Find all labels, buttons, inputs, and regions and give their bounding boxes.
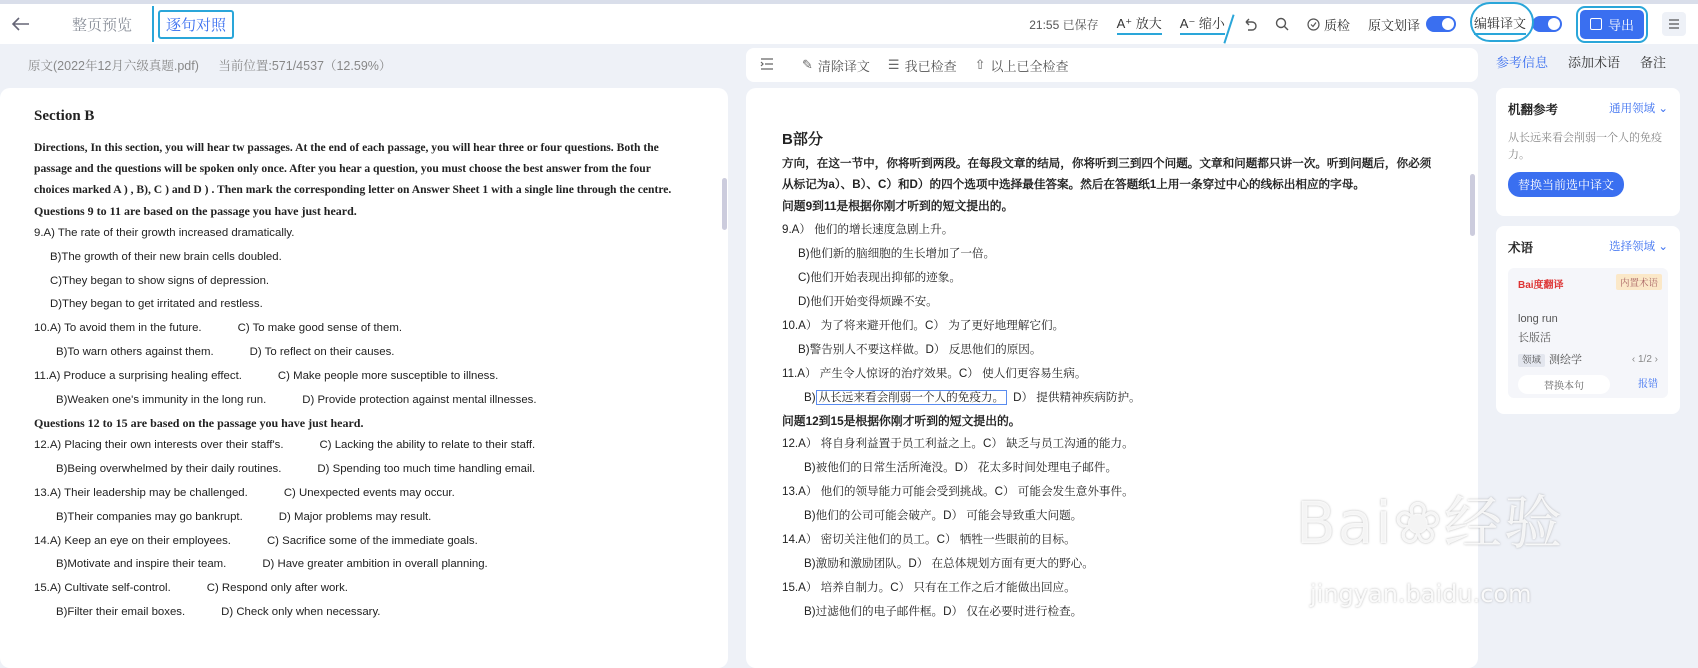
top-toolbar [0, 0, 1698, 44]
zoom-out-button[interactable]: A⁻ 缩小 [1180, 13, 1225, 35]
annotation-circle [1470, 2, 1534, 42]
term-field: 测绘学 [1549, 354, 1583, 366]
zoom-in-button[interactable]: A⁺ 放大 [1117, 13, 1162, 35]
option-line[interactable]: 10.A) To avoid them in the future. C) To make good sense of them. [34, 322, 403, 335]
export-label: 导出 [1607, 17, 1634, 33]
watermark-url: jingyan.baidu.com [1310, 580, 1532, 608]
baidu-translate-logo: Bai度翻译 [1518, 280, 1564, 291]
qa-button[interactable] [1307, 15, 1350, 34]
translation-line[interactable]: 9.A） 他们的增长速度急剧上升。 [782, 222, 954, 236]
translation-line[interactable]: B)警告别人不要这样做。D） 反思他们的原因。 [798, 342, 1042, 356]
terminology-card [1496, 226, 1680, 414]
mt-domain-select[interactable]: 通用领域 ⌄ [1609, 103, 1668, 115]
option-line[interactable]: 12.A) Placing their own interests over their staff's. C) Lacking the ability to relate to their staff. [34, 439, 536, 452]
translation-toolbar [746, 48, 1478, 82]
translation-line[interactable]: 10.A） 为了将来避开他们。C） 为了更好地理解它们。 [782, 318, 1065, 332]
option-line[interactable]: B)Weaken one's immunity in the long run. D) Provide protection against mental illnesses. [56, 393, 537, 406]
up-arrow-icon: ⇧ [974, 57, 986, 72]
menu-icon[interactable] [1662, 12, 1686, 36]
edit-translation-toggle[interactable] [1532, 16, 1562, 32]
translation-line[interactable]: 13.A） 他们的领导能力可能会受到挑战。C） 可能会发生意外事件。 [782, 485, 1134, 498]
translation-line[interactable]: D)他们开始变得烦躁不安。 [798, 294, 938, 308]
translation-line[interactable]: B) 从长远来看会削弱一个人的免疫力。 D） 提供精神疾病防护。 [804, 390, 1141, 404]
eraser-icon: ✎ [802, 57, 813, 72]
section-title: Section B [34, 108, 95, 124]
qa-label: 质检 [1323, 17, 1350, 33]
term-entry [1508, 268, 1668, 398]
check-circle-icon [1307, 18, 1320, 31]
option-line[interactable]: 15.A) Cultivate self-control. C) Respond only after work. [34, 582, 348, 595]
source-scribe-label: 原文划译 [1367, 17, 1420, 33]
translation-group-heading[interactable]: 问题9到11是根据你刚才听到的短文提出的。 [782, 199, 1014, 213]
source-scrollbar[interactable] [722, 178, 727, 230]
translation-line[interactable]: 11.A） 产生令人惊讶的治疗效果。C） 使人们更容易生病。 [782, 366, 1087, 380]
tab-sentence-compare[interactable]: 逐句对照 [158, 10, 234, 39]
translation-line[interactable]: 12.A） 将自身利益置于员工利益之上。C） 缺乏与员工沟通的能力。 [782, 437, 1134, 450]
file-info-bar [28, 56, 407, 74]
edit-translation-label: 编辑译文 [1474, 13, 1526, 35]
export-button[interactable] [1580, 10, 1644, 39]
term-title: 术语 [1508, 241, 1534, 255]
annotation-stroke [152, 6, 154, 42]
translation-line[interactable]: 14.A） 密切关注他们的员工。C） 牺牲一些眼前的目标。 [782, 533, 1076, 546]
all-checked-button[interactable] [975, 56, 1069, 75]
export-icon [1590, 18, 1602, 30]
question-group-heading[interactable]: Questions 9 to 11 are based on the passage you have just heard. [34, 204, 357, 218]
option-line[interactable]: D)They began to get irritated and restless. [50, 298, 263, 311]
translation-line[interactable]: B)过滤他们的电子邮件框。D） 仅在必要时进行检查。 [804, 605, 1083, 618]
saved-status: 21:55 已保存 [1029, 17, 1099, 32]
sidebar-tabs [1496, 52, 1686, 71]
list-indent-icon[interactable] [760, 58, 774, 73]
back-arrow-icon[interactable] [6, 9, 36, 39]
source-scribe-toggle-group [1368, 15, 1456, 34]
mt-suggestion[interactable]: 从长远来看会削弱一个人的免疫力。 [1508, 132, 1662, 161]
translation-line[interactable]: C)他们开始表现出抑郁的迹象。 [798, 270, 961, 284]
term-domain-select[interactable]: 选择领域 ⌄ [1609, 241, 1668, 253]
source-scribe-toggle[interactable] [1426, 16, 1456, 32]
option-line[interactable]: 11.A) Produce a surprising healing effect. C) Make people more susceptible to illness. [34, 369, 499, 382]
domain-badge: 领域 [1518, 354, 1545, 367]
tab-page-preview[interactable]: 整页预览 [72, 16, 133, 34]
file-name: 原文(2022年12月六级真题.pdf) [28, 59, 199, 73]
mt-title: 机翻参考 [1508, 103, 1559, 117]
translation-line[interactable]: B)被他们的日常生活所淹没。D） 花太多时间处理电子邮件。 [804, 461, 1118, 474]
clear-translation-button[interactable] [802, 56, 870, 75]
option-line[interactable]: 9.A) The rate of their growth increased dramatically. [34, 227, 295, 239]
option-line[interactable]: 13.A) Their leadership may be challenged. C) Unexpected events may occur. [34, 486, 455, 499]
translation-line[interactable]: 15.A） 培养自制力。C） 只有在工作之后才能做出回应。 [782, 581, 1076, 594]
term-source: long run [1518, 313, 1558, 325]
machine-translation-card [1496, 88, 1680, 216]
option-line[interactable]: B)The growth of their new brain cells doubled. [50, 250, 282, 263]
baidu-jingyan-watermark: Bai❀经验 [1296, 489, 1565, 557]
checked-button[interactable] [888, 56, 957, 75]
directions-text[interactable]: Directions, In this section, you will hear tw passages. At the end of each passage, you will hear three or four questions. Both the passage and the questions will be spoken only once. After you hear a question, you must choose the best answer from the four choices marked A ) , B), C ) and D ) . Then mark the corresponding letter on Answer Sheet 1 with a single line through the centre. [34, 141, 672, 196]
builtin-term-tag: 内置术语 [1616, 274, 1662, 290]
tab-notes[interactable]: 备注 [1640, 55, 1667, 70]
option-line[interactable]: B)Their companies may go bankrupt. D) Major problems may result. [56, 510, 432, 523]
current-position: 当前位置:571/4537（12.59%） [218, 59, 392, 73]
undo-icon[interactable] [1243, 17, 1257, 31]
checked-label: 我已检查 [904, 58, 957, 74]
source-panel [0, 88, 728, 668]
translation-line[interactable]: B)激励和激励团队。D） 在总体规划方面有更大的野心。 [804, 557, 1094, 570]
translation-section-title[interactable]: B部分 [782, 131, 823, 148]
translation-line[interactable]: B)他们新的脑细胞的生长增加了一倍。 [798, 246, 996, 260]
term-pagination[interactable]: ‹ 1/2 › [1631, 353, 1658, 365]
selected-translation-segment[interactable]: 从长远来看会削弱一个人的免疫力。 [816, 390, 1008, 405]
all-checked-label: 以上已全检查 [990, 58, 1069, 74]
translation-scrollbar[interactable] [1470, 174, 1475, 236]
checklist-icon: ☰ [887, 57, 900, 72]
question-group-heading[interactable]: Questions 12 to 15 are based on the passage you have just heard. [34, 416, 364, 431]
replace-sentence-button[interactable]: 替换本句 [1518, 375, 1610, 394]
option-line[interactable]: B)To warn others against them. D) To reflect on their causes. [56, 345, 395, 358]
option-line[interactable]: 14.A) Keep an eye on their employees. C) Sacrifice some of the immediate goals. [34, 534, 478, 547]
report-error-link[interactable]: 报错 [1638, 379, 1658, 390]
tab-add-term[interactable]: 添加术语 [1568, 55, 1621, 70]
option-line[interactable]: C)They began to show signs of depression. [50, 274, 270, 287]
search-icon[interactable] [1275, 17, 1289, 31]
option-line[interactable]: B)Filter their email boxes. D) Check only when necessary. [56, 605, 381, 618]
replace-selected-button[interactable]: 替换当前选中译文 [1508, 172, 1624, 197]
term-target: 长版活 [1518, 332, 1551, 344]
option-line[interactable]: B)Motivate and inspire their team. D) Have greater ambition in overall planning. [56, 558, 488, 571]
clear-translation-label: 清除译文 [817, 58, 870, 74]
translation-group-heading[interactable]: 问题12到15是根据你刚才听到的短文提出的。 [782, 413, 1021, 428]
translation-line[interactable]: B)他们的公司可能会破产。D） 可能会导致重大问题。 [804, 509, 1083, 522]
tab-reference-info[interactable]: 参考信息 [1496, 55, 1549, 70]
option-line[interactable]: B)Being overwhelmed by their daily routines. D) Spending too much time handling email. [56, 463, 536, 476]
translation-directions[interactable]: 方向，在这一节中，你将听到两段。在每段文章的结局，你将听到三到四个问题。文章和问题都只讲一次。听到问题后，你必须从标记为a）、B）、C）和D）的四个选项中选择最佳答案。然后在答题纸1上用一条穿过中心的线标出相应的字母。 [782, 157, 1432, 191]
